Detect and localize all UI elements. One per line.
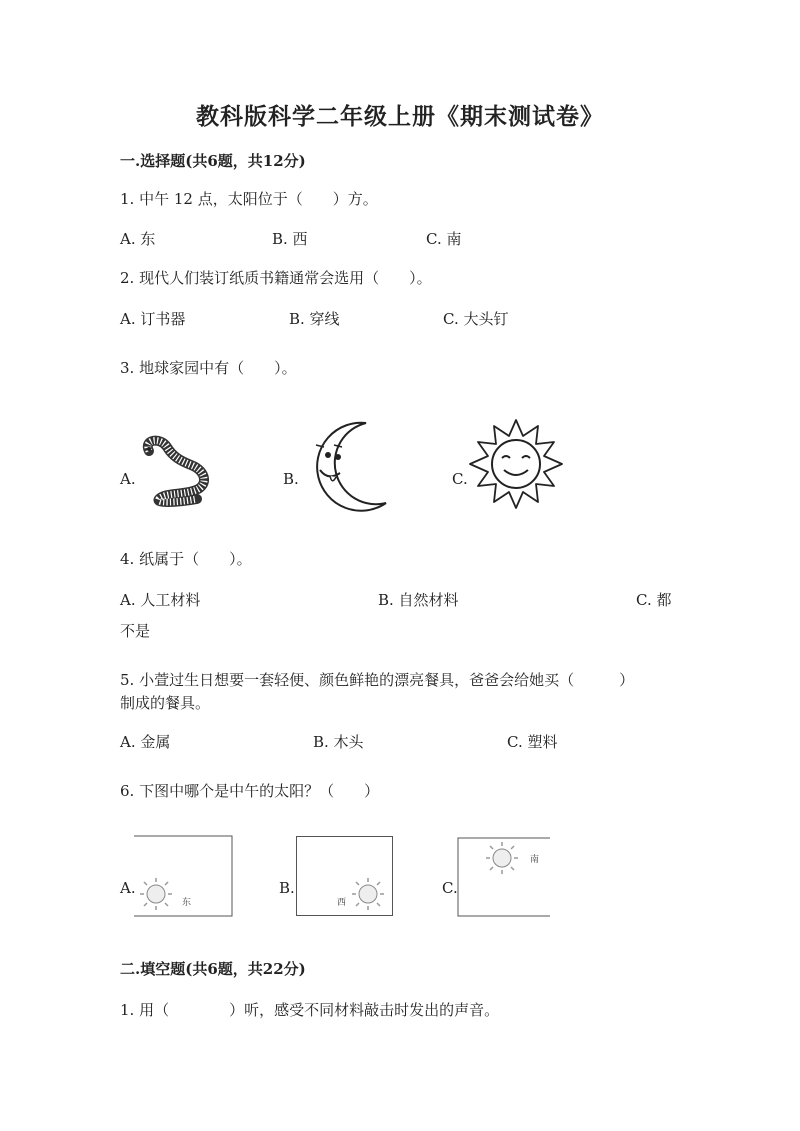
- q3-option-a: A.: [120, 470, 136, 488]
- question-4-text: 4. 纸属于（ ）。: [120, 550, 252, 568]
- q2-option-a: A. 订书器: [120, 310, 186, 328]
- moon-image: [298, 415, 398, 515]
- small-sun-icon: [140, 878, 172, 910]
- small-sun-icon: [486, 842, 518, 874]
- q6-option-c: C.: [442, 879, 458, 897]
- q5-option-b: B. 木头: [313, 733, 364, 751]
- q1-option-c: C. 南: [426, 230, 462, 248]
- q3-option-c: C.: [452, 470, 468, 488]
- section-heading-choice: 一.选择题(共6题，共12分): [120, 152, 306, 170]
- question-5-text-wrap: 制成的餐具。: [120, 694, 211, 712]
- q6-b-direction: 西: [337, 898, 347, 908]
- q2-option-b: B. 穿线: [289, 310, 340, 328]
- question-2-text: 2. 现代人们装订纸质书籍通常会选用（ ）。: [120, 269, 432, 287]
- q1-option-a: A. 东: [120, 230, 156, 248]
- section-heading-fill-blank: 二.填空题(共6题，共22分): [120, 960, 306, 978]
- page-title: 教科版科学二年级上册《期末测试卷》: [196, 103, 604, 130]
- q2-option-c: C. 大头钉: [443, 310, 509, 328]
- q5-option-a: A. 金属: [120, 733, 171, 751]
- question-1-text: 1. 中午 12 点，太阳位于（ ）方。: [120, 190, 378, 208]
- q3-option-b: B.: [283, 470, 299, 488]
- q6-c-direction: 南: [530, 855, 540, 865]
- question-5-text: 5. 小萱过生日想要一套轻便、颜色鲜艳的漂亮餐具，爸爸会给她买（ ）: [120, 671, 635, 689]
- question-6-text: 6. 下图中哪个是中午的太阳？（ ）: [120, 782, 380, 800]
- small-sun-icon: [352, 878, 384, 910]
- q6-option-b: B.: [279, 879, 295, 897]
- q5-option-c: C. 塑料: [507, 733, 558, 751]
- question-3-text: 3. 地球家园中有（ ）。: [120, 359, 297, 377]
- q4-option-c: C. 都: [636, 591, 672, 609]
- q1-option-b: B. 西: [272, 230, 308, 248]
- q4-option-a: A. 人工材料: [120, 591, 201, 609]
- sun-image: [468, 418, 564, 510]
- q4-option-c-wrap: 不是: [120, 622, 151, 640]
- q6-figure-c: [458, 838, 552, 918]
- q6-a-direction: 东: [182, 898, 192, 908]
- fill-question-1-text: 1. 用（ ）听，感受不同材料敲击时发出的声音。: [120, 1001, 500, 1019]
- q6-option-a: A.: [120, 879, 136, 897]
- q4-option-b: B. 自然材料: [378, 591, 459, 609]
- earthworm-image: [135, 435, 215, 505]
